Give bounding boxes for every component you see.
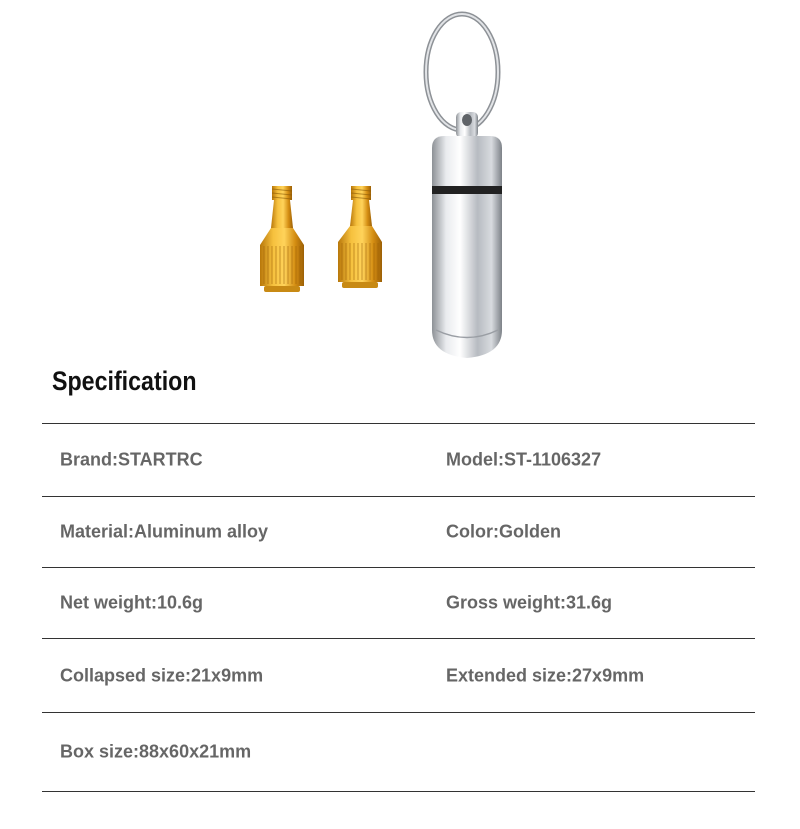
spec-gross-weight: Gross weight:31.6g <box>446 592 613 613</box>
spec-brand: Brand:STARTRC <box>60 449 203 470</box>
spec-net-weight: Net weight:10.6g <box>60 592 204 613</box>
spec-extended-size: Extended size:27x9mm <box>446 665 645 685</box>
spec-table <box>42 423 755 792</box>
table-row <box>42 639 755 712</box>
spec-model: Model:ST-1106327 <box>446 449 602 470</box>
table-row <box>42 497 755 567</box>
spec-collapsed-size: Collapsed size:21x9mm <box>60 665 264 685</box>
page-title: Specification <box>52 366 197 396</box>
spec-color: Color:Golden <box>446 521 561 542</box>
table-row <box>42 424 755 496</box>
silver-capsule <box>426 14 502 358</box>
gold-nozzle-2 <box>338 186 382 288</box>
spec-material: Material:Aluminum alloy <box>60 521 269 542</box>
product-image <box>0 0 800 370</box>
spec-box-size: Box size:88x60x21mm <box>60 741 252 762</box>
gold-nozzle-1 <box>260 186 304 292</box>
table-row <box>42 713 755 791</box>
table-row <box>42 568 755 638</box>
divider <box>42 791 755 792</box>
